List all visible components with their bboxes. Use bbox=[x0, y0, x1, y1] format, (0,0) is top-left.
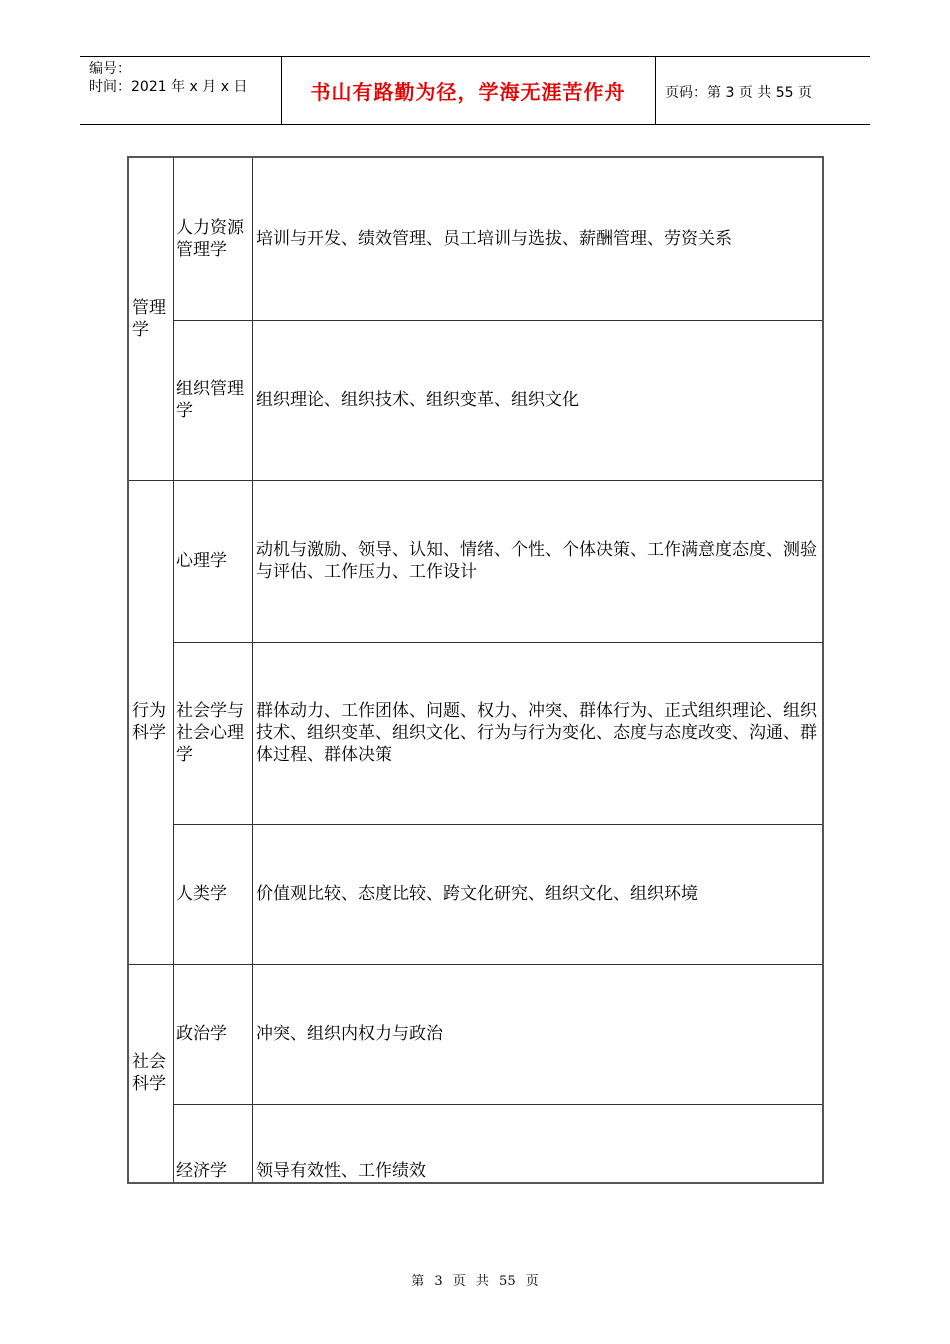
content-text: 价值观比较、态度比较、跨文化研究、组织文化、组织环境 bbox=[256, 884, 698, 904]
content-text: 培训与开发、绩效管理、员工培训与选拔、薪酬管理、劳资关系 bbox=[256, 229, 732, 249]
row-divider bbox=[173, 824, 822, 825]
row-divider bbox=[173, 320, 822, 321]
subject-cell bbox=[173, 1104, 253, 1182]
content-text: 群体动力、工作团体、问题、权力、冲突、群体行为、正式组织理论、组织技术、组织变革、组织文化、行为与行为变化、态度与态度改变、沟通、群体过程、群体决策 bbox=[256, 701, 817, 765]
subject-cell bbox=[173, 964, 253, 1104]
header-page-info: 页码：第 3 页 共 55 页 bbox=[665, 85, 812, 101]
row-divider bbox=[173, 642, 822, 643]
category-cell bbox=[129, 964, 173, 1182]
subject-cell bbox=[173, 480, 253, 642]
content-cell bbox=[253, 964, 822, 1104]
header-top-rule bbox=[80, 56, 870, 57]
category-cell bbox=[129, 158, 173, 480]
subject-cell bbox=[173, 158, 253, 320]
category-label: 社会科学 bbox=[132, 1052, 166, 1094]
header-motto: 书山有路勤为径，学海无涯苦作舟 bbox=[310, 80, 626, 104]
subject-label: 人类学 bbox=[176, 884, 227, 904]
document-number-label: 编号： bbox=[89, 61, 131, 77]
category-label: 行为科学 bbox=[132, 701, 166, 743]
content-text: 冲突、组织内权力与政治 bbox=[256, 1024, 443, 1044]
category-cell bbox=[129, 480, 173, 964]
subject-cell bbox=[173, 642, 253, 824]
content-text: 领导有效性、工作绩效 bbox=[256, 1161, 426, 1181]
subject-cell bbox=[173, 320, 253, 480]
subject-label: 经济学 bbox=[176, 1161, 227, 1181]
page-footer: 第 3 页 共 55 页 bbox=[411, 1274, 539, 1289]
subject-label: 心理学 bbox=[176, 551, 227, 571]
row-divider bbox=[129, 480, 822, 481]
subject-cell bbox=[173, 824, 253, 964]
row-divider bbox=[129, 964, 822, 965]
category-label: 管理学 bbox=[132, 298, 166, 340]
subject-label: 组织管理学 bbox=[176, 379, 244, 421]
row-divider bbox=[173, 1104, 822, 1105]
subject-label: 社会学与社会心理学 bbox=[176, 701, 244, 765]
header-meta bbox=[89, 60, 247, 96]
discipline-table bbox=[127, 156, 824, 1184]
content-cell bbox=[253, 642, 822, 824]
content-text: 动机与激励、领导、认知、情绪、个性、个体决策、工作满意度态度、测验与评估、工作压力、工作设计 bbox=[256, 540, 817, 582]
content-cell bbox=[253, 320, 822, 480]
content-cell bbox=[253, 480, 822, 642]
content-text: 组织理论、组织技术、组织变革、组织文化 bbox=[256, 390, 579, 410]
subject-label: 人力资源管理学 bbox=[176, 218, 244, 260]
header-divider-right bbox=[655, 56, 656, 124]
content-cell bbox=[253, 158, 822, 320]
subject-label: 政治学 bbox=[176, 1024, 227, 1044]
header-bottom-rule bbox=[80, 124, 870, 125]
content-cell bbox=[253, 824, 822, 964]
content-cell bbox=[253, 1104, 822, 1182]
document-date: 时间：2021 年 x 月 x 日 bbox=[89, 79, 248, 95]
